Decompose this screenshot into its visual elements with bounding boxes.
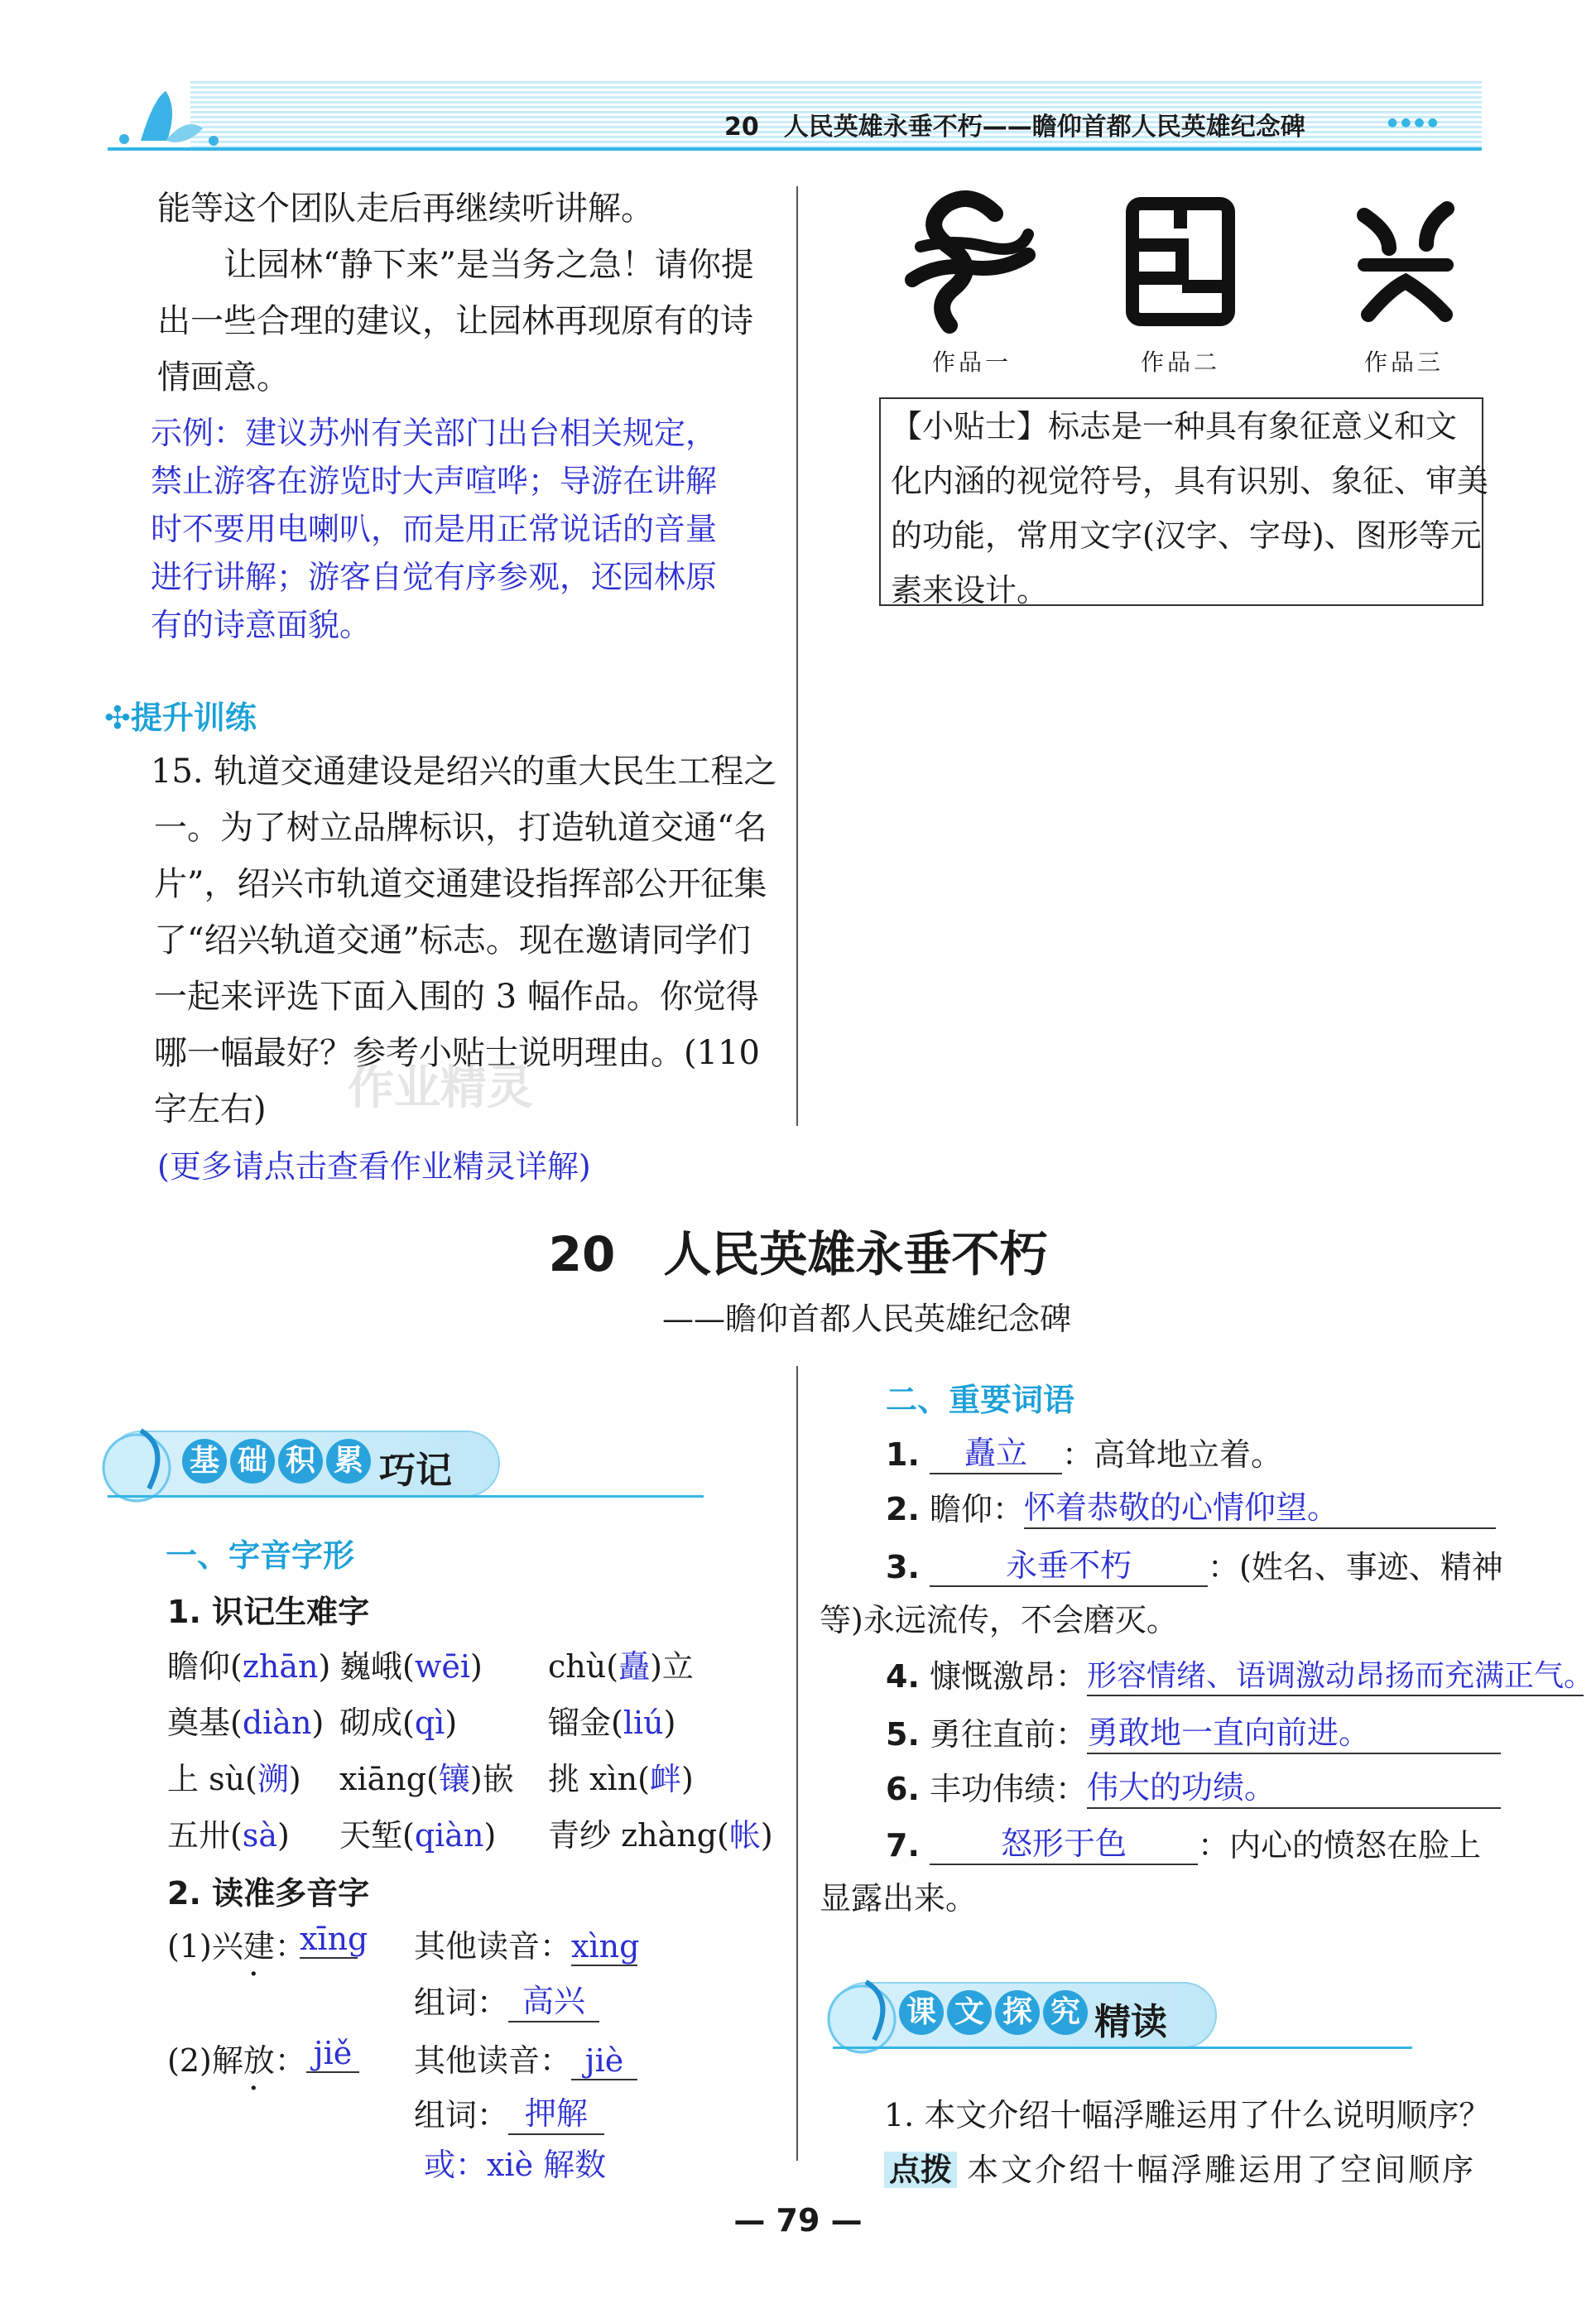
feather-icon [91,1422,190,1505]
text-line: 15. 轨道交通建设是绍兴的重大民生工程之 [151,753,777,791]
rare-char-table [167,1641,796,1866]
poly-2-label: (2)解放： [167,2042,306,2079]
tip-box [879,397,1489,608]
text-line: 字左右) [154,1090,267,1128]
tip-line: 化内涵的视觉符号，具有识别、象征、审美 [891,463,1489,499]
poly-2-other: 其他读音： jiè [414,2035,637,2080]
tip-line: 【小贴士】标志是一种具有象征意义和文 [891,408,1458,445]
banner-char: 课 [899,1990,944,2035]
banner-tag: 精读 [1094,2001,1167,2043]
banner-char: 探 [995,1990,1040,2035]
answer-line: 有的诗意面貌。 [151,607,372,643]
text-line: 了“绍兴轨道交通”标志。现在邀请同学们 [154,921,751,960]
answer-line: 进行讲解；游客自觉有序参观，还园林原 [151,559,718,595]
banner-char: 基 [182,1439,227,1484]
table-row: 奠基(diàn) 砌成(qì) 镏金(liú) [167,1705,676,1741]
emphasis-dot: · [248,1955,259,1994]
emphasis-dot: · [248,2070,259,2108]
header-dots: ●●●● [1387,116,1441,129]
text-line: 一起来评选下面入围的 3 幅作品。你觉得 [154,978,759,1016]
logo-caption: 作品一 [932,349,1012,376]
answer-line: 示例：建议苏州有关部门出台相关规定， [151,415,718,451]
dianbo-text: 本文介绍十幅浮雕运用了空间顺序 [967,2152,1477,2188]
table-row: 五卅(sà) 天堑(qiàn) 青纱 zhàng(帐) [167,1817,773,1854]
logo-caption: 作品二 [1141,349,1221,376]
tip-line: 的功能，常用文字(汉字、字母)、图形等元 [891,517,1482,554]
sub-heading-polyphones: 2. 读准多音字 [167,1875,370,1912]
vocab-item-3-cont: 等)永远流传，不会磨灭。 [820,1602,1178,1638]
banner-char: 础 [230,1439,275,1484]
banner-char: 文 [947,1990,992,2035]
dianbo-line [884,2144,1476,2190]
vocab-item-4: 4. 慷慨激昂：形容情绪、语调激动昂扬而充满正气。 [886,1651,1584,1696]
section-label-practice: ✣提升训练 [104,700,257,736]
text-line: 出一些合理的建议，让园林再现原有的诗 [157,302,753,340]
text-line: 哪一幅最好？参考小贴士说明理由。(110 [154,1034,760,1072]
poly-2-reading: jiě [306,2035,359,2073]
text-line: 片”，绍兴市轨道交通建设指挥部公开征集 [154,865,767,903]
tip-line: 素来设计。 [891,572,1049,608]
vocab-item-1: 1. 矗立 ：高耸地立着。 [886,1427,1282,1474]
logo-caption: 作品三 [1364,349,1445,376]
chapter-subtitle: ——瞻仰首都人民英雄纪念碑 [662,1301,1072,1337]
vocab-item-5: 5. 勇往直前：勇敢地一直向前进。 [886,1707,1501,1754]
page-number: — 79 — [733,2202,863,2239]
reading-question-1: 1. 本文介绍十幅浮雕运用了什么说明顺序？ [884,2097,1491,2133]
poly-1-reading: xīng [300,1921,368,1957]
banner-char: 累 [326,1439,371,1484]
banner-char: 究 [1043,1990,1088,2035]
poly-2-extra: 或：xiè 解数 [424,2147,607,2183]
text-line: 让园林“静下来”是当务之急！请你提 [157,246,754,284]
logo-work-two-icon [1124,195,1237,328]
watermark: 作业精灵 [348,1061,533,1115]
table-row: 瞻仰(zhān) 巍峨(wēi) chù(矗)立 [167,1648,694,1685]
text-line: 情画意。 [157,358,290,397]
banner-tag: 巧记 [379,1450,452,1492]
left-top-text [157,180,754,406]
answer-line: 禁止游客在游览时大声喧哗；导游在讲解 [151,463,718,499]
vocab-item-3: 3. 永垂不朽 ：(姓名、事迹、精神 [886,1540,1503,1587]
poly-1-label: (1)兴建： [167,1928,306,1965]
logo-work-three-icon [1356,199,1455,323]
logo-work-one-icon [904,189,1036,336]
vocab-item-2: 2. 瞻仰：怀着恭敬的心情仰望。 [886,1482,1496,1529]
banner-rule [833,2046,1412,2049]
text-line: 能等这个团队走后再继续听讲解。 [157,190,654,228]
header-title: 20 人民英雄永垂不朽——瞻仰首都人民英雄纪念碑 [724,113,1305,142]
vocab-item-7-cont: 显露出来。 [820,1880,978,1917]
vocab-item-6: 6. 丰功伟绩：伟大的功绩。 [886,1762,1501,1809]
header-rule [108,147,1482,151]
sub-heading-rare-chars: 1. 识记生难字 [167,1594,370,1630]
banner-rule [108,1495,704,1498]
more-link[interactable]: (更多请点击查看作业精灵详解) [157,1148,591,1185]
flower-decoration-icon [108,83,224,149]
dianbo-label: 点拨 [884,2152,957,2188]
chapter-title: 20 人民英雄永垂不朽 [548,1226,1048,1282]
vocab-item-7: 7. 怒形于色 ：内心的愤怒在脸上 [886,1818,1481,1865]
poly-1-other: 其他读音：xìng [414,1928,640,1965]
banner-reading [816,1974,1412,2056]
table-row: 上 sù(溯) xiāng(镶)嵌 挑 xìn(衅) [167,1761,694,1797]
column-divider-bottom [796,1366,798,2161]
text-line: 一。为了树立品牌标识，打造轨道交通“名 [154,809,767,847]
banner-char: 积 [278,1439,323,1484]
section-char-form: 一、字音字形 [166,1537,355,1574]
banner-basics [91,1422,704,1505]
poly-2-word: 组词： 押解 [414,2088,604,2135]
example-answer [151,409,717,649]
poly-1-word: 组词： 高兴 [414,1975,599,2022]
section-key-words: 二、重要词语 [886,1382,1075,1418]
column-divider-top [796,186,798,1126]
answer-line: 时不要用电喇叭，而是用正常说话的音量 [151,511,718,547]
